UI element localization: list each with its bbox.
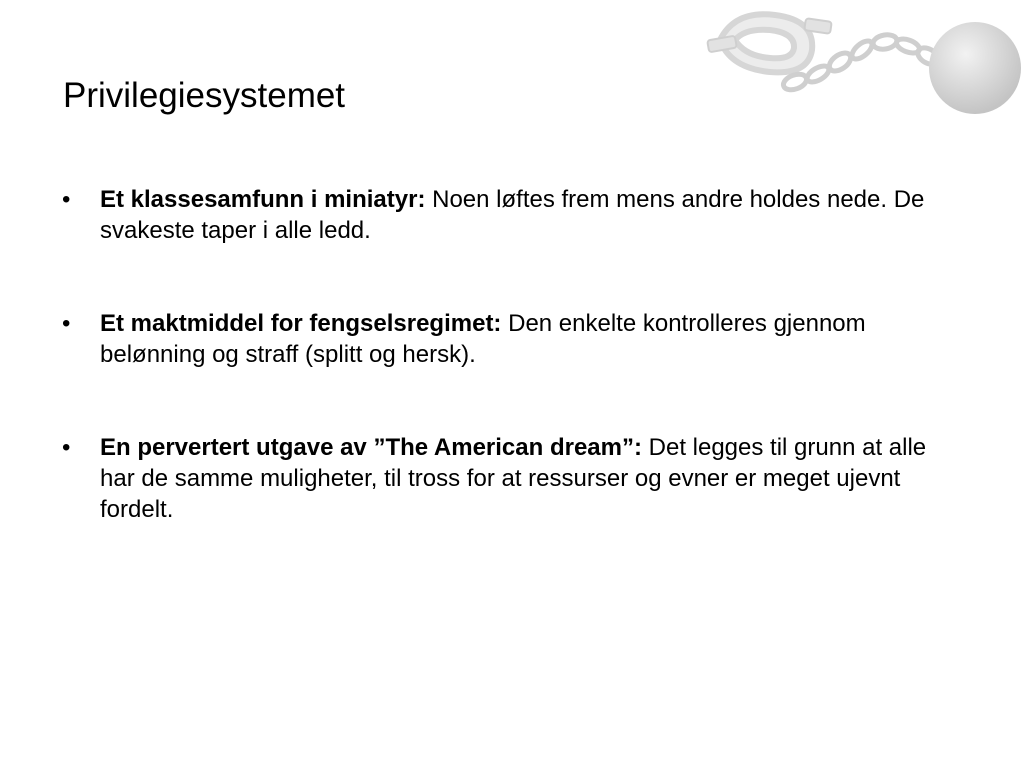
ball-and-chain-icon [700, 0, 1024, 125]
bullet-dot-icon: • [62, 434, 71, 461]
bullet-dot-icon: • [62, 310, 71, 337]
bullet-text: Den enkelte kontrolleres gjennom belønning og straff (splitt og hersk). [100, 310, 866, 368]
bullet-heading: Et maktmiddel for fengselsregimet: [100, 310, 502, 337]
bullet-heading: Et klassesamfunn i miniatyr: [100, 186, 426, 213]
bullet-list [60, 184, 960, 587]
bullet-item [60, 308, 960, 370]
bullet-item [60, 432, 960, 525]
bullet-text: Det legges til grunn at alle har de samme muligheter, til tross for at ressurser og evner er meget ujevnt fordelt. [100, 434, 927, 523]
bullet-heading: En pervertert utgave av ”The American dream”: [100, 434, 642, 461]
bullet-item [60, 184, 960, 246]
bullet-text: Noen løftes frem mens andre holdes nede. De svakeste taper i alle ledd. [100, 186, 925, 244]
bullet-dot-icon: • [62, 186, 71, 213]
slide-title: Privilegiesystemet [63, 76, 346, 115]
